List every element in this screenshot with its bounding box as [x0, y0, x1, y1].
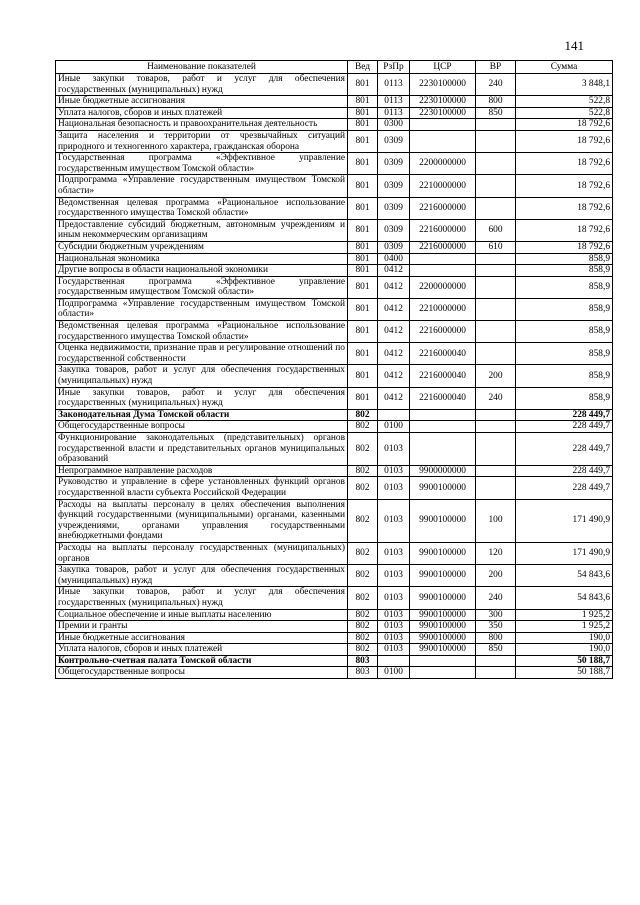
cell-csr: 2216000000 — [410, 241, 476, 253]
table-row — [56, 343, 613, 365]
cell-rzpr: 0309 — [378, 175, 410, 197]
cell-vr — [476, 477, 516, 499]
cell-sum: 858,9 — [516, 343, 613, 365]
cell-ved: 801 — [348, 107, 378, 119]
cell-vr: 120 — [476, 542, 516, 564]
cell-csr: 2216000000 — [410, 219, 476, 241]
table-row — [56, 433, 613, 466]
cell-name: Премии и гранты — [56, 621, 348, 633]
cell-sum: 54 843,6 — [516, 565, 613, 587]
cell-csr: 2230100000 — [410, 74, 476, 96]
cell-ved: 802 — [348, 542, 378, 564]
cell-csr — [410, 421, 476, 433]
cell-rzpr: 0309 — [378, 219, 410, 241]
cell-rzpr: 0103 — [378, 565, 410, 587]
cell-ved: 801 — [348, 241, 378, 253]
cell-csr: 2230100000 — [410, 107, 476, 119]
cell-csr: 9900000000 — [410, 465, 476, 477]
cell-vr — [476, 119, 516, 131]
cell-csr: 9900100000 — [410, 477, 476, 499]
cell-vr — [476, 197, 516, 219]
table-row — [56, 542, 613, 564]
cell-vr: 610 — [476, 241, 516, 253]
cell-vr — [476, 298, 516, 320]
cell-csr — [410, 655, 476, 667]
cell-rzpr: 0412 — [378, 265, 410, 277]
cell-csr — [410, 265, 476, 277]
cell-csr: 2200000000 — [410, 153, 476, 175]
cell-name: Общегосударственные вопросы — [56, 667, 348, 679]
column-header-sum: Сумма — [516, 61, 613, 74]
cell-sum: 18 792,6 — [516, 197, 613, 219]
table-row — [56, 421, 613, 433]
cell-name: Руководство и управление в сфере установленных функций органов государственной власти субъекта Российской Федерации — [56, 477, 348, 499]
cell-name: Общегосударственные вопросы — [56, 421, 348, 433]
cell-ved: 802 — [348, 565, 378, 587]
cell-ved: 801 — [348, 175, 378, 197]
cell-vr — [476, 276, 516, 298]
cell-sum: 858,9 — [516, 298, 613, 320]
cell-csr: 2216000040 — [410, 365, 476, 387]
cell-sum: 190,0 — [516, 632, 613, 644]
cell-name: Оценка недвижимости, признание прав и регулирование отношений по государственной собственности — [56, 343, 348, 365]
cell-sum: 18 792,6 — [516, 175, 613, 197]
cell-vr — [476, 265, 516, 277]
cell-rzpr: 0412 — [378, 343, 410, 365]
cell-rzpr: 0103 — [378, 433, 410, 466]
cell-ved: 802 — [348, 433, 378, 466]
budget-table — [55, 60, 613, 679]
cell-name: Непрограммное направление расходов — [56, 465, 348, 477]
column-header-csr: ЦСР — [410, 61, 476, 74]
table-body — [56, 74, 613, 679]
cell-vr: 200 — [476, 365, 516, 387]
cell-rzpr: 0412 — [378, 276, 410, 298]
cell-ved: 802 — [348, 644, 378, 656]
cell-vr: 600 — [476, 219, 516, 241]
cell-csr: 9900100000 — [410, 609, 476, 621]
cell-ved: 802 — [348, 587, 378, 609]
cell-sum: 171 490,9 — [516, 499, 613, 542]
cell-name: Иные закупки товаров, работ и услуг для обеспечения государственных (муниципальных) нужд — [56, 74, 348, 96]
cell-sum: 1 925,2 — [516, 621, 613, 633]
cell-sum: 228 449,7 — [516, 409, 613, 421]
cell-name: Иные бюджетные ассигнования — [56, 96, 348, 108]
cell-sum: 1 925,2 — [516, 609, 613, 621]
cell-sum: 858,9 — [516, 265, 613, 277]
table-row — [56, 96, 613, 108]
cell-vr: 800 — [476, 96, 516, 108]
cell-csr — [410, 119, 476, 131]
cell-ved: 801 — [348, 321, 378, 343]
cell-ved: 801 — [348, 96, 378, 108]
cell-rzpr: 0103 — [378, 499, 410, 542]
cell-sum: 50 188,7 — [516, 655, 613, 667]
table-row — [56, 276, 613, 298]
cell-csr: 2216000040 — [410, 387, 476, 409]
cell-csr: 2200000000 — [410, 276, 476, 298]
cell-vr — [476, 130, 516, 152]
table-row — [56, 241, 613, 253]
table-row — [56, 655, 613, 667]
cell-name: Уплата налогов, сборов и иных платежей — [56, 644, 348, 656]
cell-sum: 18 792,6 — [516, 119, 613, 131]
cell-rzpr: 0113 — [378, 96, 410, 108]
cell-vr: 850 — [476, 644, 516, 656]
cell-name: Уплата налогов, сборов и иных платежей — [56, 107, 348, 119]
table-row — [56, 107, 613, 119]
cell-ved: 803 — [348, 655, 378, 667]
cell-vr: 850 — [476, 107, 516, 119]
cell-vr — [476, 667, 516, 679]
cell-rzpr: 0103 — [378, 477, 410, 499]
cell-vr — [476, 153, 516, 175]
cell-sum: 858,9 — [516, 365, 613, 387]
cell-rzpr: 0309 — [378, 241, 410, 253]
cell-sum: 228 449,7 — [516, 477, 613, 499]
cell-vr: 200 — [476, 565, 516, 587]
cell-csr — [410, 433, 476, 466]
column-header-vr: ВР — [476, 61, 516, 74]
cell-vr — [476, 175, 516, 197]
cell-vr: 100 — [476, 499, 516, 542]
cell-name: Контрольно-счетная палата Томской области — [56, 655, 348, 667]
cell-vr: 240 — [476, 587, 516, 609]
cell-ved: 803 — [348, 667, 378, 679]
cell-ved: 801 — [348, 130, 378, 152]
table-row — [56, 477, 613, 499]
table-row — [56, 298, 613, 320]
cell-sum: 18 792,6 — [516, 219, 613, 241]
cell-name: Национальная безопасность и правоохранительная деятельность — [56, 119, 348, 131]
cell-rzpr: 0103 — [378, 621, 410, 633]
cell-csr: 9900100000 — [410, 621, 476, 633]
cell-name: Ведомственная целевая программа «Рациональное использование государственного имущества Томской области» — [56, 321, 348, 343]
cell-ved: 801 — [348, 153, 378, 175]
cell-ved: 801 — [348, 74, 378, 96]
cell-sum: 54 843,6 — [516, 587, 613, 609]
cell-rzpr: 0309 — [378, 197, 410, 219]
cell-name: Государственная программа «Эффективное управление государственным имуществом Томской области» — [56, 276, 348, 298]
cell-csr — [410, 253, 476, 265]
cell-rzpr: 0113 — [378, 107, 410, 119]
cell-vr — [476, 655, 516, 667]
cell-csr: 2216000040 — [410, 343, 476, 365]
table-row — [56, 465, 613, 477]
table-row — [56, 409, 613, 421]
cell-vr: 800 — [476, 632, 516, 644]
cell-sum: 18 792,6 — [516, 241, 613, 253]
cell-csr — [410, 130, 476, 152]
cell-ved: 801 — [348, 343, 378, 365]
cell-rzpr: 0103 — [378, 465, 410, 477]
cell-sum: 228 449,7 — [516, 465, 613, 477]
cell-sum: 3 848,1 — [516, 74, 613, 96]
table-row — [56, 565, 613, 587]
cell-ved: 801 — [348, 265, 378, 277]
cell-ved: 802 — [348, 499, 378, 542]
table-row — [56, 621, 613, 633]
cell-rzpr: 0113 — [378, 74, 410, 96]
cell-sum: 522,8 — [516, 96, 613, 108]
cell-rzpr — [378, 409, 410, 421]
table-row — [56, 499, 613, 542]
cell-csr: 2210000000 — [410, 175, 476, 197]
cell-ved: 802 — [348, 609, 378, 621]
cell-name: Субсидии бюджетным учреждениям — [56, 241, 348, 253]
table-row — [56, 587, 613, 609]
cell-sum: 858,9 — [516, 321, 613, 343]
table-row — [56, 119, 613, 131]
cell-csr — [410, 667, 476, 679]
cell-ved: 801 — [348, 197, 378, 219]
cell-rzpr: 0103 — [378, 542, 410, 564]
cell-csr: 9900100000 — [410, 565, 476, 587]
cell-vr: 350 — [476, 621, 516, 633]
cell-csr: 9900100000 — [410, 644, 476, 656]
cell-vr — [476, 409, 516, 421]
cell-rzpr: 0412 — [378, 387, 410, 409]
cell-ved: 801 — [348, 219, 378, 241]
cell-csr: 9900100000 — [410, 542, 476, 564]
cell-name: Защита населения и территории от чрезвычайных ситуаций природного и техногенного характера, гражданская оборона — [56, 130, 348, 152]
cell-name: Социальное обеспечение и иные выплаты населению — [56, 609, 348, 621]
cell-name: Расходы на выплаты персоналу в целях обеспечения выполнения функций государственными (муниципальными) органами, казенными учреждениями, органами управления государственными внебюджетными фондами — [56, 499, 348, 542]
cell-vr — [476, 465, 516, 477]
cell-sum: 18 792,6 — [516, 130, 613, 152]
cell-csr: 2216000000 — [410, 197, 476, 219]
cell-name: Закупка товаров, работ и услуг для обеспечения государственных (муниципальных) нужд — [56, 565, 348, 587]
cell-csr: 9900100000 — [410, 632, 476, 644]
cell-csr: 2230100000 — [410, 96, 476, 108]
table-row — [56, 219, 613, 241]
table-row — [56, 265, 613, 277]
cell-sum: 50 188,7 — [516, 667, 613, 679]
cell-name: Иные закупки товаров, работ и услуг для обеспечения государственных (муниципальных) нужд — [56, 587, 348, 609]
table-row — [56, 321, 613, 343]
cell-name: Другие вопросы в области национальной экономики — [56, 265, 348, 277]
table-row — [56, 130, 613, 152]
cell-vr — [476, 421, 516, 433]
cell-ved: 801 — [348, 365, 378, 387]
cell-name: Национальная экономика — [56, 253, 348, 265]
cell-sum: 228 449,7 — [516, 433, 613, 466]
table-row — [56, 197, 613, 219]
cell-vr: 240 — [476, 387, 516, 409]
cell-sum: 18 792,6 — [516, 153, 613, 175]
table-row — [56, 644, 613, 656]
cell-sum: 190,0 — [516, 644, 613, 656]
table-row — [56, 387, 613, 409]
table-row — [56, 609, 613, 621]
cell-rzpr: 0400 — [378, 253, 410, 265]
cell-ved: 802 — [348, 409, 378, 421]
cell-rzpr: 0300 — [378, 119, 410, 131]
cell-rzpr: 0100 — [378, 421, 410, 433]
cell-ved: 801 — [348, 298, 378, 320]
cell-vr: 240 — [476, 74, 516, 96]
cell-ved: 802 — [348, 632, 378, 644]
cell-sum: 858,9 — [516, 276, 613, 298]
cell-name: Подпрограмма «Управление государственным имуществом Томской области» — [56, 175, 348, 197]
cell-name: Функционирование законодательных (представительных) органов государственной власти и представительных органов муниципальных образований — [56, 433, 348, 466]
cell-rzpr: 0103 — [378, 587, 410, 609]
cell-csr — [410, 409, 476, 421]
cell-ved: 801 — [348, 119, 378, 131]
cell-rzpr: 0412 — [378, 298, 410, 320]
cell-rzpr — [378, 655, 410, 667]
cell-vr — [476, 433, 516, 466]
cell-sum: 171 490,9 — [516, 542, 613, 564]
cell-csr: 2210000000 — [410, 298, 476, 320]
cell-ved: 802 — [348, 477, 378, 499]
table-row — [56, 667, 613, 679]
table-row — [56, 74, 613, 96]
cell-name: Иные бюджетные ассигнования — [56, 632, 348, 644]
cell-sum: 228 449,7 — [516, 421, 613, 433]
cell-name: Государственная программа «Эффективное управление государственным имуществом Томской области» — [56, 153, 348, 175]
table-row — [56, 632, 613, 644]
cell-ved: 801 — [348, 276, 378, 298]
cell-name: Ведомственная целевая программа «Рациональное использование государственного имущества Томской области» — [56, 197, 348, 219]
cell-ved: 802 — [348, 421, 378, 433]
cell-name: Законодательная Дума Томской области — [56, 409, 348, 421]
cell-ved: 801 — [348, 253, 378, 265]
table-row — [56, 253, 613, 265]
cell-ved: 802 — [348, 465, 378, 477]
cell-ved: 801 — [348, 387, 378, 409]
cell-name: Предоставление субсидий бюджетным, автономным учреждениям и иным некоммерческим организациям — [56, 219, 348, 241]
cell-rzpr: 0412 — [378, 365, 410, 387]
cell-sum: 522,8 — [516, 107, 613, 119]
cell-rzpr: 0100 — [378, 667, 410, 679]
table-header-row — [56, 61, 613, 74]
cell-rzpr: 0103 — [378, 609, 410, 621]
cell-csr: 9900100000 — [410, 499, 476, 542]
column-header-ved: Вед — [348, 61, 378, 74]
cell-csr: 9900100000 — [410, 587, 476, 609]
cell-rzpr: 0103 — [378, 632, 410, 644]
cell-sum: 858,9 — [516, 387, 613, 409]
column-header-name: Наименование показателей — [56, 61, 348, 74]
cell-name: Закупка товаров, работ и услуг для обеспечения государственных (муниципальных) нужд — [56, 365, 348, 387]
cell-csr: 2216000000 — [410, 321, 476, 343]
column-header-rzpr: РзПр — [378, 61, 410, 74]
table-row — [56, 365, 613, 387]
cell-rzpr: 0309 — [378, 130, 410, 152]
cell-name: Расходы на выплаты персоналу государственных (муниципальных) органов — [56, 542, 348, 564]
table-row — [56, 153, 613, 175]
cell-vr: 300 — [476, 609, 516, 621]
cell-rzpr: 0412 — [378, 321, 410, 343]
page-number: 141 — [564, 38, 584, 53]
cell-vr — [476, 343, 516, 365]
cell-name: Иные закупки товаров, работ и услуг для обеспечения государственных (муниципальных) нужд — [56, 387, 348, 409]
cell-rzpr: 0103 — [378, 644, 410, 656]
cell-vr — [476, 321, 516, 343]
cell-name: Подпрограмма «Управление государственным имуществом Томской области» — [56, 298, 348, 320]
cell-sum: 858,9 — [516, 253, 613, 265]
cell-ved: 802 — [348, 621, 378, 633]
cell-rzpr: 0309 — [378, 153, 410, 175]
table-row — [56, 175, 613, 197]
cell-vr — [476, 253, 516, 265]
